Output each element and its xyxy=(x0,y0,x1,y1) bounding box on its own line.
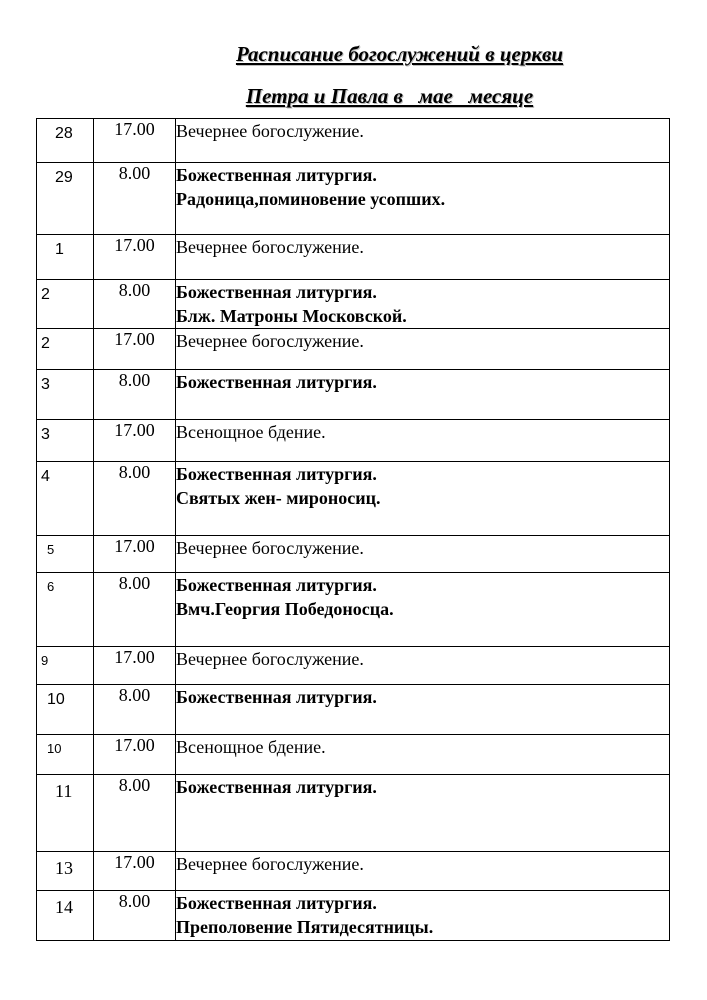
service-cell xyxy=(176,329,670,370)
service-name: Божественная литургия. xyxy=(176,464,377,484)
service-name: Божественная литургия. xyxy=(176,282,377,302)
day-cell: 4 xyxy=(37,462,94,536)
service-name: Вечернее богослужение. xyxy=(176,854,364,874)
time-cell: 17.00 xyxy=(94,420,176,462)
service-note: Вмч.Георгия Победоносца. xyxy=(176,599,394,619)
service-cell xyxy=(176,235,670,280)
service-name: Божественная литургия. xyxy=(176,372,377,392)
service-name: Вечернее богослужение. xyxy=(176,237,364,257)
day-cell: 6 xyxy=(37,573,94,647)
service-name: Всенощное бдение. xyxy=(176,737,326,757)
table-row xyxy=(37,462,670,536)
time-cell: 8.00 xyxy=(94,891,176,941)
service-name: Вечернее богослужение. xyxy=(176,538,364,558)
day-cell: 3 xyxy=(37,420,94,462)
day-cell: 29 xyxy=(37,163,94,235)
day-cell: 1 xyxy=(37,235,94,280)
table-row xyxy=(37,119,670,163)
time-cell: 8.00 xyxy=(94,370,176,420)
table-row xyxy=(37,852,670,891)
time-cell: 8.00 xyxy=(94,775,176,852)
day-cell: 9 xyxy=(37,647,94,685)
table-row xyxy=(37,647,670,685)
time-cell: 17.00 xyxy=(94,329,176,370)
service-note: Радоница,поминовение усопших. xyxy=(176,189,446,209)
schedule-table xyxy=(36,118,670,941)
day-cell: 3 xyxy=(37,370,94,420)
time-cell: 8.00 xyxy=(94,573,176,647)
service-cell xyxy=(176,891,670,941)
table-row xyxy=(37,163,670,235)
day-cell: 10 xyxy=(37,685,94,735)
time-cell: 8.00 xyxy=(94,163,176,235)
service-name: Вечернее богослужение. xyxy=(176,121,364,141)
service-name: Божественная литургия. xyxy=(176,893,377,913)
time-cell: 17.00 xyxy=(94,735,176,775)
table-row xyxy=(37,536,670,573)
table-row xyxy=(37,370,670,420)
table-row xyxy=(37,573,670,647)
document-subtitle: Петра и Павла в мае месяце xyxy=(245,84,534,108)
service-cell xyxy=(176,852,670,891)
day-cell: 13 xyxy=(37,852,94,891)
service-cell xyxy=(176,420,670,462)
service-cell xyxy=(176,573,670,647)
time-cell: 8.00 xyxy=(94,462,176,536)
service-name: Вечернее богослужение. xyxy=(176,331,364,351)
service-name: Божественная литургия. xyxy=(176,687,377,707)
time-cell: 17.00 xyxy=(94,852,176,891)
day-cell: 2 xyxy=(37,280,94,329)
service-cell xyxy=(176,163,670,235)
service-name: Божественная литургия. xyxy=(176,777,377,797)
table-row xyxy=(37,235,670,280)
service-name: Вечернее богослужение. xyxy=(176,649,364,669)
time-cell: 17.00 xyxy=(94,119,176,163)
day-cell: 5 xyxy=(37,536,94,573)
day-cell: 10 xyxy=(37,735,94,775)
service-cell xyxy=(176,370,670,420)
day-cell: 14 xyxy=(37,891,94,941)
service-cell xyxy=(176,647,670,685)
table-row xyxy=(37,329,670,370)
time-cell: 17.00 xyxy=(94,647,176,685)
service-name: Всенощное бдение. xyxy=(176,422,326,442)
table-row xyxy=(37,280,670,329)
day-cell: 2 xyxy=(37,329,94,370)
service-note: Преполовение Пятидесятницы. xyxy=(176,917,434,937)
table-row xyxy=(37,685,670,735)
service-cell xyxy=(176,536,670,573)
service-cell xyxy=(176,685,670,735)
service-cell xyxy=(176,119,670,163)
document-title: Расписание богослужений в церкви xyxy=(235,42,564,66)
service-cell xyxy=(176,775,670,852)
table-row xyxy=(37,775,670,852)
time-cell: 8.00 xyxy=(94,280,176,329)
time-cell: 17.00 xyxy=(94,536,176,573)
service-name: Божественная литургия. xyxy=(176,165,377,185)
day-cell: 28 xyxy=(37,119,94,163)
service-note: Блж. Матроны Московской. xyxy=(176,306,407,326)
time-cell: 8.00 xyxy=(94,685,176,735)
table-row xyxy=(37,735,670,775)
day-cell: 11 xyxy=(37,775,94,852)
service-name: Божественная литургия. xyxy=(176,575,377,595)
time-cell: 17.00 xyxy=(94,235,176,280)
service-cell xyxy=(176,735,670,775)
table-row xyxy=(37,891,670,941)
table-row xyxy=(37,420,670,462)
service-cell xyxy=(176,280,670,329)
service-cell xyxy=(176,462,670,536)
service-note: Святых жен- мироносиц. xyxy=(176,488,381,508)
